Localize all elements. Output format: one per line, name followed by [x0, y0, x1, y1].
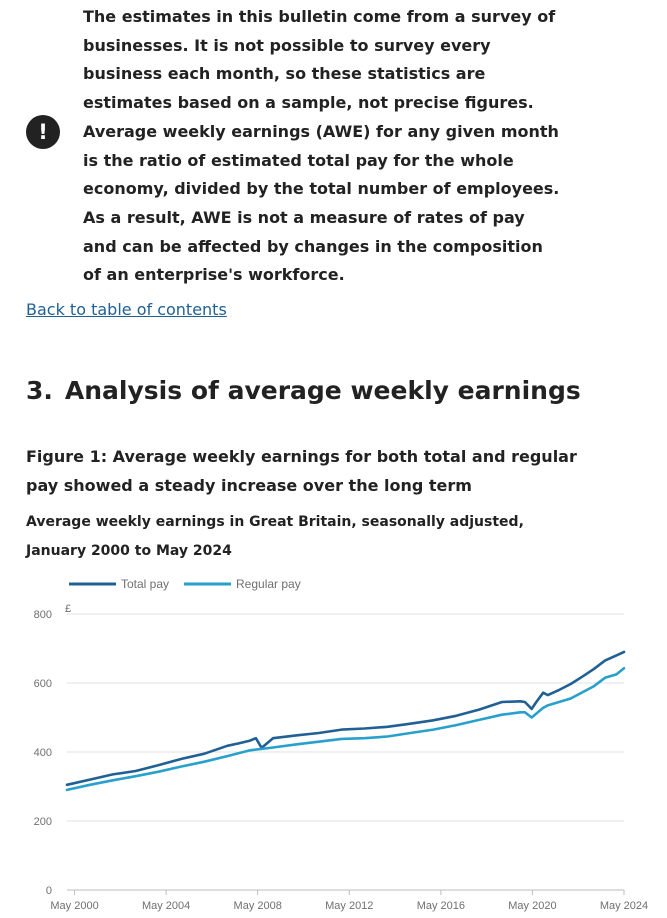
- x-tick-label: May 2008: [233, 900, 282, 912]
- y-tick-label: 400: [33, 747, 52, 759]
- x-tick-label: May 2024: [599, 900, 649, 912]
- y-axis: [34, 609, 52, 897]
- x-axis: [50, 890, 648, 912]
- x-tick-label: May 2012: [325, 900, 374, 912]
- line-chart: [0, 565, 667, 918]
- chart-subtitle: Average weekly earnings in Great Britain, seasonally adjusted, January 2000 to May 2024: [26, 514, 524, 559]
- chart-series: [67, 652, 624, 790]
- exclamation-icon: !: [26, 115, 60, 149]
- section-heading: [26, 376, 581, 405]
- legend-label: Regular pay: [236, 577, 301, 591]
- x-tick-label: May 2004: [141, 900, 191, 912]
- chart-legend: [69, 577, 301, 591]
- x-tick-label: May 2016: [416, 900, 466, 912]
- y-tick-label: 800: [33, 609, 52, 621]
- figure-title: Figure 1: Average weekly earnings for both total and regular pay showed a steady increase over the long term: [26, 447, 577, 495]
- unit-label: £: [65, 603, 72, 615]
- x-tick-label: May 2020: [508, 900, 557, 912]
- back-to-contents-link[interactable]: Back to table of contents: [26, 300, 227, 319]
- warning-text: The estimates in this bulletin come from a survey of businesses. It is not possible to survey every business each month, so these statistics are estimates based on a sample, not precise figures. Average weekly earnings (AWE) for any given month is the ratio of estimated total pay for the whole economy, divided by the total number of employees. As a result, AWE is not a measure of rates of pay and can be affected by changes in the composition of an enterprise's workforce.: [83, 7, 560, 285]
- chart-grid: [67, 614, 624, 890]
- legend-label: Total pay: [121, 577, 170, 591]
- y-tick-label: 600: [33, 678, 52, 690]
- y-tick-label: 0: [45, 885, 52, 897]
- series-line-total-pay: [67, 652, 624, 785]
- y-tick-label: 200: [33, 816, 52, 828]
- x-tick-label: May 2000: [50, 900, 99, 912]
- section-title: Analysis of average weekly earnings: [64, 376, 581, 405]
- section-number: 3.: [26, 376, 53, 405]
